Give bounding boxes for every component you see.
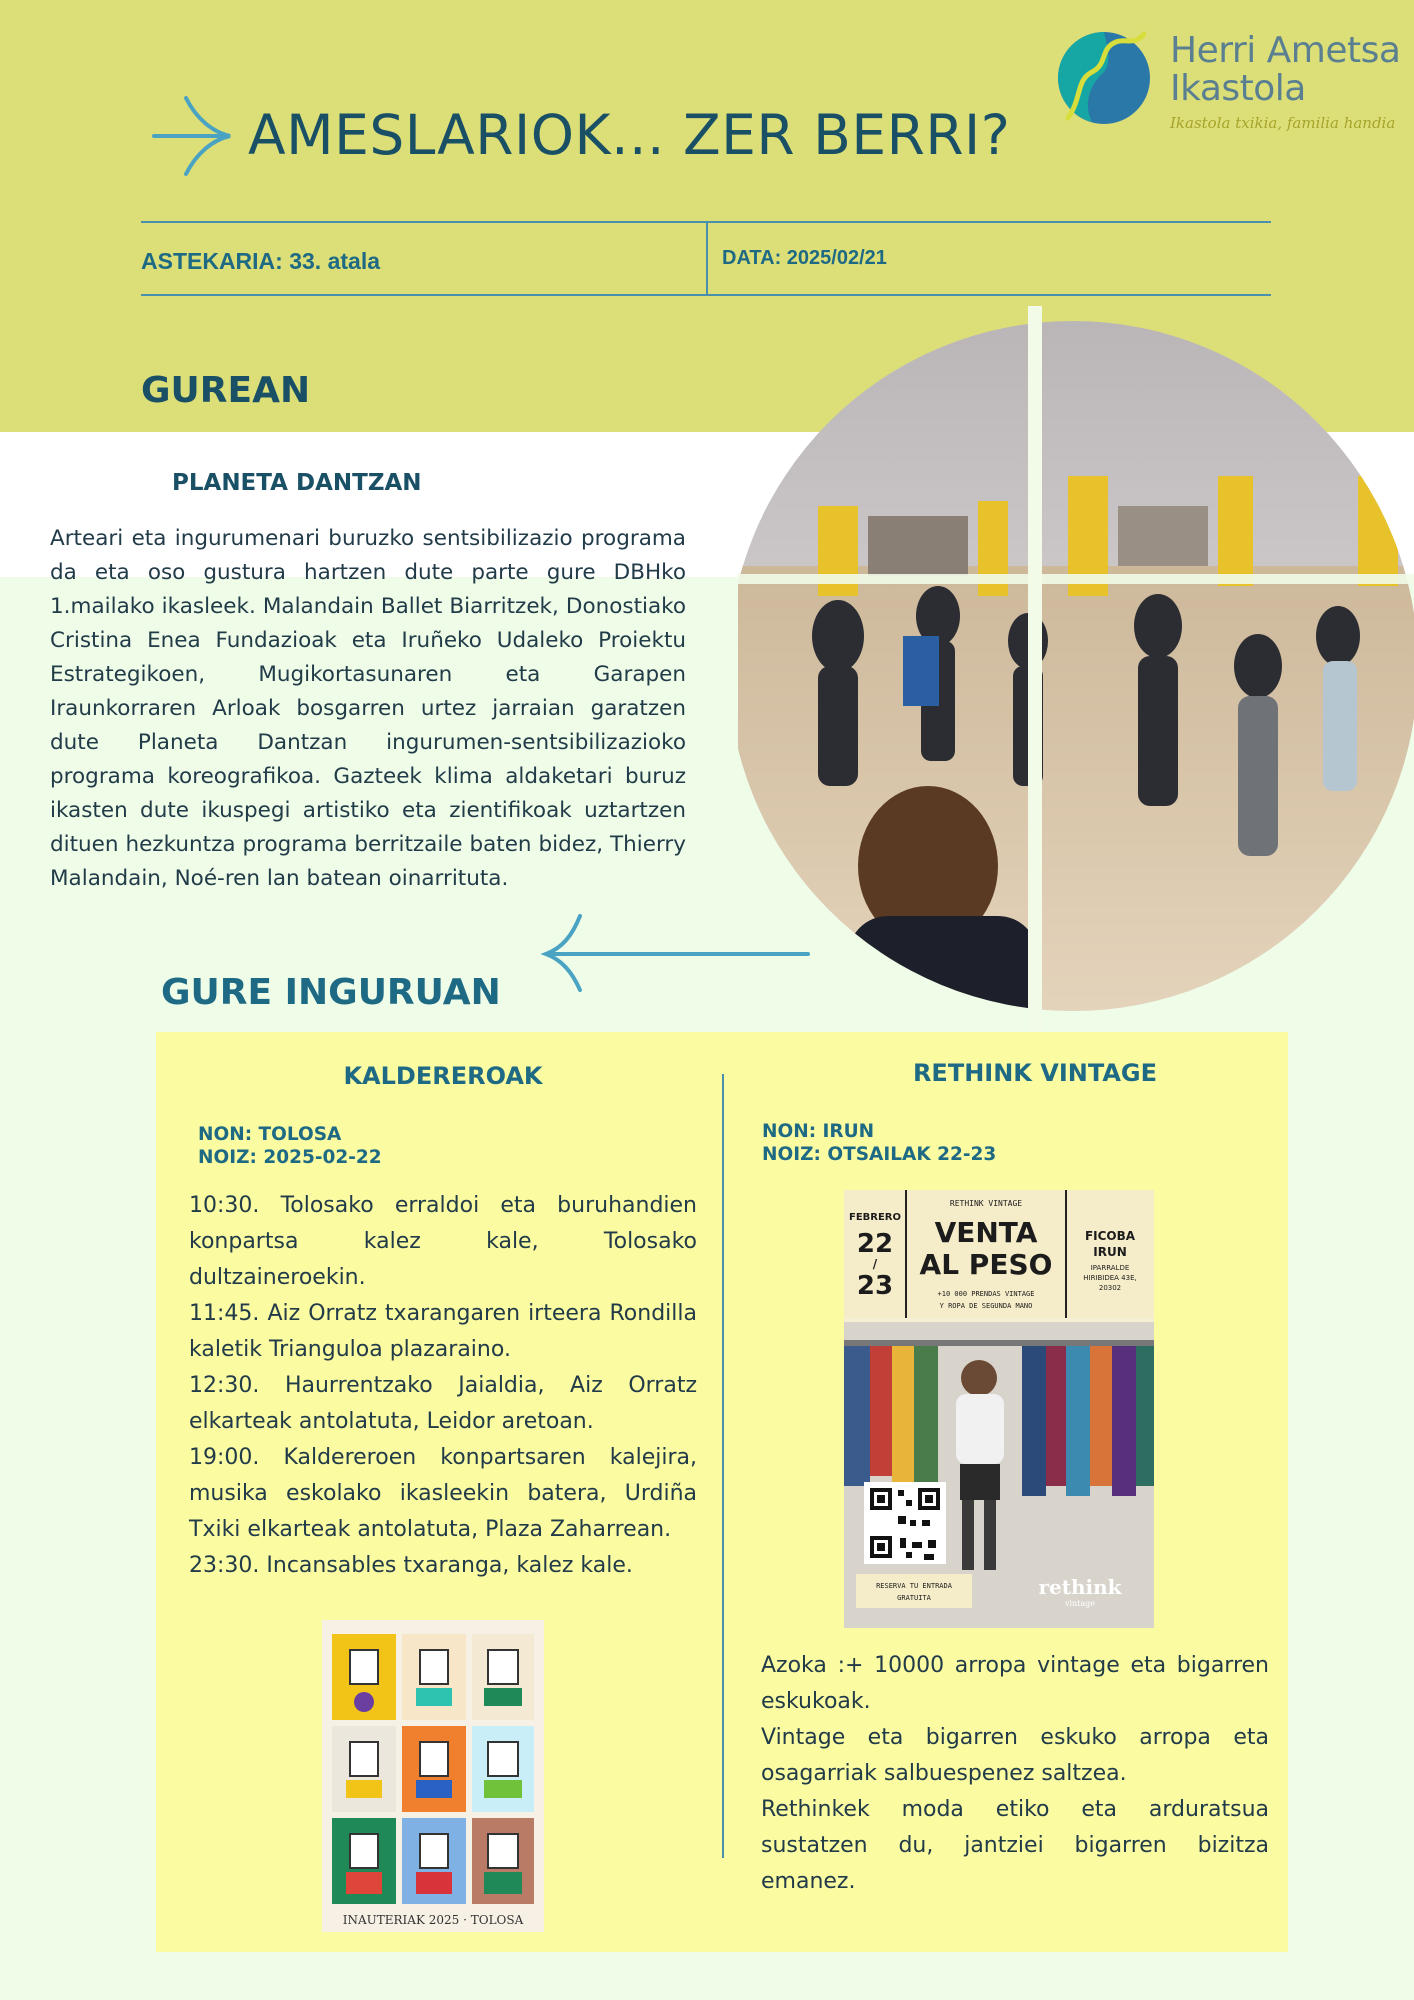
poster-headline1: VENTA: [934, 1216, 1038, 1249]
poster-slash: /: [872, 1257, 878, 1271]
poster-day2: 23: [856, 1271, 894, 1301]
header-rule-separator: [706, 222, 708, 294]
schedule-item: 10:30. Tolosako erraldoi eta buruhandien konpartsa kalez kale, Tolosako dultzaineroekin.: [189, 1193, 697, 1290]
event-date-kaldereroak: NOIZ: 2025-02-22: [198, 1147, 382, 1168]
poster-addr2: HIRIBIDEA 43E,: [1083, 1274, 1137, 1282]
article-paragraph: Arteari eta ingurumenari buruzko sentsibilizazio programa da eta oso gustura hartzen dute parte gure DBHko 1.mailako ikasleek. Malandain Ballet Biarritzek, Donostiako Cristina Enea Fundazioak eta Iruñeko Udaleko Proiektu Estrategikoen, Mugikortasunaren eta Garapen Iraunkorraren Arloak bosgarren urtez jarraian garatzen dute Planeta Dantzan ingurumen-sentsibilizazioko programa koreografikoa. Gazteek klima aldaketari buruz ikasten dute ikuspegi artistiko eta zientifikoak uztartzen dituen hezkuntza programa berritzaile baten bidez, Thierry Malandain, Noé-ren lan batean oinarrituta.: [50, 526, 686, 891]
poster-reserve2: GRATUITA: [897, 1594, 931, 1602]
poster-windows-grid: [332, 1634, 534, 1904]
poster-venue1: FICOBA: [1084, 1229, 1136, 1243]
arrow-right-icon: [150, 94, 236, 178]
event-place-rethink: NON: IRUN: [762, 1121, 875, 1142]
issue-number: ASTEKARIA: 33. atala: [141, 248, 381, 274]
event-title-kaldereroak: KALDEREROAK: [343, 1062, 543, 1090]
dance-photo: [738, 306, 1414, 1051]
logo-name-line2: Ikastola: [1170, 68, 1306, 109]
kaldereroak-schedule: [189, 1188, 697, 1584]
logo-name-line1: Herri Ametsa: [1170, 30, 1401, 71]
poster-addr3: 20302: [1098, 1284, 1122, 1292]
poster-rethink-logo: rethink: [1038, 1575, 1122, 1599]
logo-globe-icon: [1052, 22, 1162, 132]
arrow-left-icon: [540, 912, 810, 992]
poster-sub1: +10 000 PRENDAS VINTAGE: [937, 1290, 1035, 1298]
event-title-rethink: RETHINK VINTAGE: [912, 1059, 1158, 1087]
poster-headline2: AL PESO: [919, 1248, 1053, 1281]
schedule-item: 19:00. Kaldereroen konpartsaren kalejira, musika eskolako ikasleekin batera, Urdiña Txiki elkarteak antolatuta, Plaza Zaharrean.: [189, 1445, 697, 1542]
poster-brand-small: RETHINK VINTAGE: [949, 1199, 1023, 1208]
article-body: [50, 522, 686, 896]
poster-sub2: Y ROPA DE SEGUNDA MANO: [939, 1302, 1033, 1310]
poster-month: FEBRERO: [848, 1212, 902, 1223]
issue-date: DATA: 2025/02/21: [722, 247, 887, 269]
poster-reserve1: RESERVA TU ENTRADA: [876, 1582, 952, 1590]
tolosa-carnival-poster: [322, 1620, 544, 1932]
school-logo: [1052, 20, 1412, 140]
poster-venue2: IRUN: [1093, 1245, 1127, 1259]
rethink-description: [761, 1648, 1269, 1900]
poster-addr1: IPARRALDE: [1090, 1264, 1130, 1272]
section-title-gurean: GUREAN: [141, 370, 311, 411]
section-title-gure-inguruan: GURE INGURUAN: [161, 972, 501, 1013]
event-date-rethink: NOIZ: OTSAILAK 22-23: [762, 1144, 997, 1165]
schedule-item: 23:30. Incansables txaranga, kalez kale.: [189, 1553, 633, 1578]
rethink-paragraph: Azoka :+ 10000 arropa vintage eta bigarren eskukoak.: [761, 1653, 1269, 1714]
header-rule-bottom: [141, 294, 1271, 296]
logo-tagline: Ikastola txikia, familia handia: [1170, 114, 1396, 132]
newsletter-title: AMESLARIOK... ZER BERRI?: [248, 103, 1011, 167]
schedule-item: 12:30. Haurrentzako Jaialdia, Aiz Orratz elkarteak antolatuta, Leidor aretoan.: [189, 1373, 697, 1434]
poster-caption: INAUTERIAK 2025 · TOLOSA: [342, 1913, 524, 1927]
poster-rethink-logo-sub: vintage: [1064, 1599, 1096, 1608]
rethink-paragraph: Vintage eta bigarren eskuko arropa eta osagarriak salbuespenez saltzea.: [761, 1725, 1269, 1786]
schedule-item: 11:45. Aiz Orratz txarangaren irteera Rondilla kaletik Trianguloa plazaraino.: [189, 1301, 697, 1362]
rethink-paragraph: Rethinkek moda etiko eta arduratsua sustatzen du, jantziei bigarren bizitza emanez.: [761, 1797, 1269, 1894]
rethink-vintage-poster: [844, 1190, 1154, 1628]
qr-code: [864, 1482, 946, 1564]
event-place-kaldereroak: NON: TOLOSA: [198, 1124, 342, 1145]
logo-name: [1170, 32, 1400, 108]
column-divider: [722, 1074, 724, 1858]
poster-day1: 22: [856, 1229, 894, 1259]
dance-photo-collage: [738, 306, 1414, 1051]
article-title: PLANETA DANTZAN: [172, 470, 422, 496]
